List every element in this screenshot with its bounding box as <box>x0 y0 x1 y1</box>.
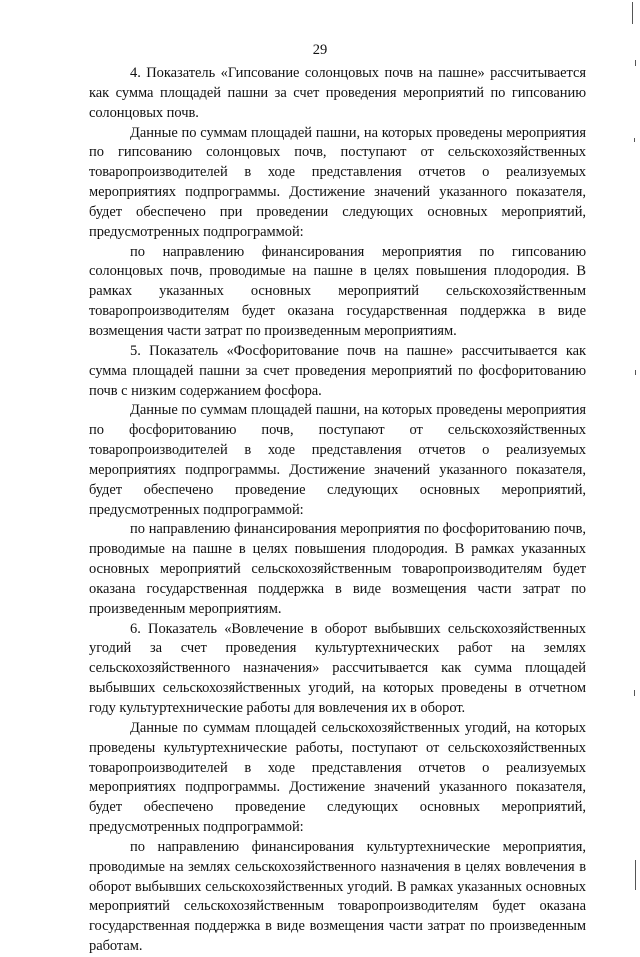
paragraph-indicator-5: 5. Показатель «Фосфоритование почв на пашне» рассчитывается как сумма площадей пашни за счет проведения мероприятий по фосфоритованию почв с низким содержанием фосфора. <box>89 342 586 399</box>
scan-mark <box>635 60 636 66</box>
paragraph-indicator-6: 6. Показатель «Вовлечение в оборот выбывших сельскохозяйственных угодий за счет проведения культуртехнических работ на землях сельскохозяйственного назначения» рассчитывается как сумма площадей выбывших сельскохозяйственных угодий, на которых проведены в отчетном году культуртехнические работы для вовлечения их в оборот. <box>89 620 586 716</box>
paragraph-funding-6: по направлению финансирования культуртехнические мероприятия, проводимые на землях сельскохозяйственного назначения в целях вовлечения в оборот выбывших сельскохозяйственных угодий. В рамках указанных основных мероприятий сельскохозяйственным товаропроизводителям будет оказана государственная поддержка в виде возмещения части затрат по произведенным работам. <box>89 838 586 955</box>
scan-mark <box>635 860 636 890</box>
paragraph-indicator-4: 4. Показатель «Гипсование солонцовых почв на пашне» рассчитывается как сумма площадей пашни за счет проведения мероприятий по гипсованию солонцовых почв. <box>89 65 586 121</box>
scan-mark <box>634 690 635 696</box>
page-number: 29 <box>312 42 328 58</box>
scan-mark <box>632 2 633 24</box>
scan-mark <box>634 138 635 142</box>
paragraph-funding-5: по направлению финансирования мероприятия по фосфоритованию почв, проводимые на пашне в целях повышения плодородия. В рамках указанных основных мероприятий сельскохозяйственным товаропроизводителям будет оказана государственная поддержка в виде возмещения части затрат по произведенным мероприятиям. <box>89 521 586 617</box>
document-body <box>89 64 586 957</box>
paragraph-funding-4: по направлению финансирования мероприятия по гипсованию солонцовых почв, проводимые на пашне в целях повышения плодородия. В рамках указанных основных мероприятий сельскохозяйственным товаропроизводителям будет оказана государственная поддержка в виде возмещения части затрат по произведенным мероприятиям. <box>89 243 586 339</box>
paragraph-data-source-5: Данные по суммам площадей пашни, на которых проведены мероприятия по фосфоритованию почв, поступают от сельскохозяйственных товаропроизводителей в ходе представления отчетов о реализуемых мероприятиях подпрограммы. Достижение значений указанного показателя, будет обеспечено проведение следующих основных мероприятий, предусмотренных подпрограммой: <box>89 402 586 518</box>
scan-mark <box>635 370 636 375</box>
paragraph-data-source-6: Данные по суммам площадей сельскохозяйственных угодий, на которых проведены культуртехнические работы, поступают от сельскохозяйственных товаропроизводителей в ходе представления отчетов о реализуемых мероприятиях подпрограммы. Достижение значений указанного показателя, будет обеспечено проведение следующих основных мероприятий, предусмотренных подпрограммой: <box>89 719 586 836</box>
paragraph-data-source-4: Данные по суммам площадей пашни, на которых проведены мероприятия по гипсованию солонцовых почв, поступают от сельскохозяйственных товаропроизводителей в ходе представления отчетов о реализуемых мероприятиях подпрограммы. Достижение значений указанного показателя, будет обеспечено при проведении следующих основных мероприятий, предусмотренных подпрограммой: <box>89 124 586 240</box>
scan-edge-artifacts <box>628 0 640 905</box>
